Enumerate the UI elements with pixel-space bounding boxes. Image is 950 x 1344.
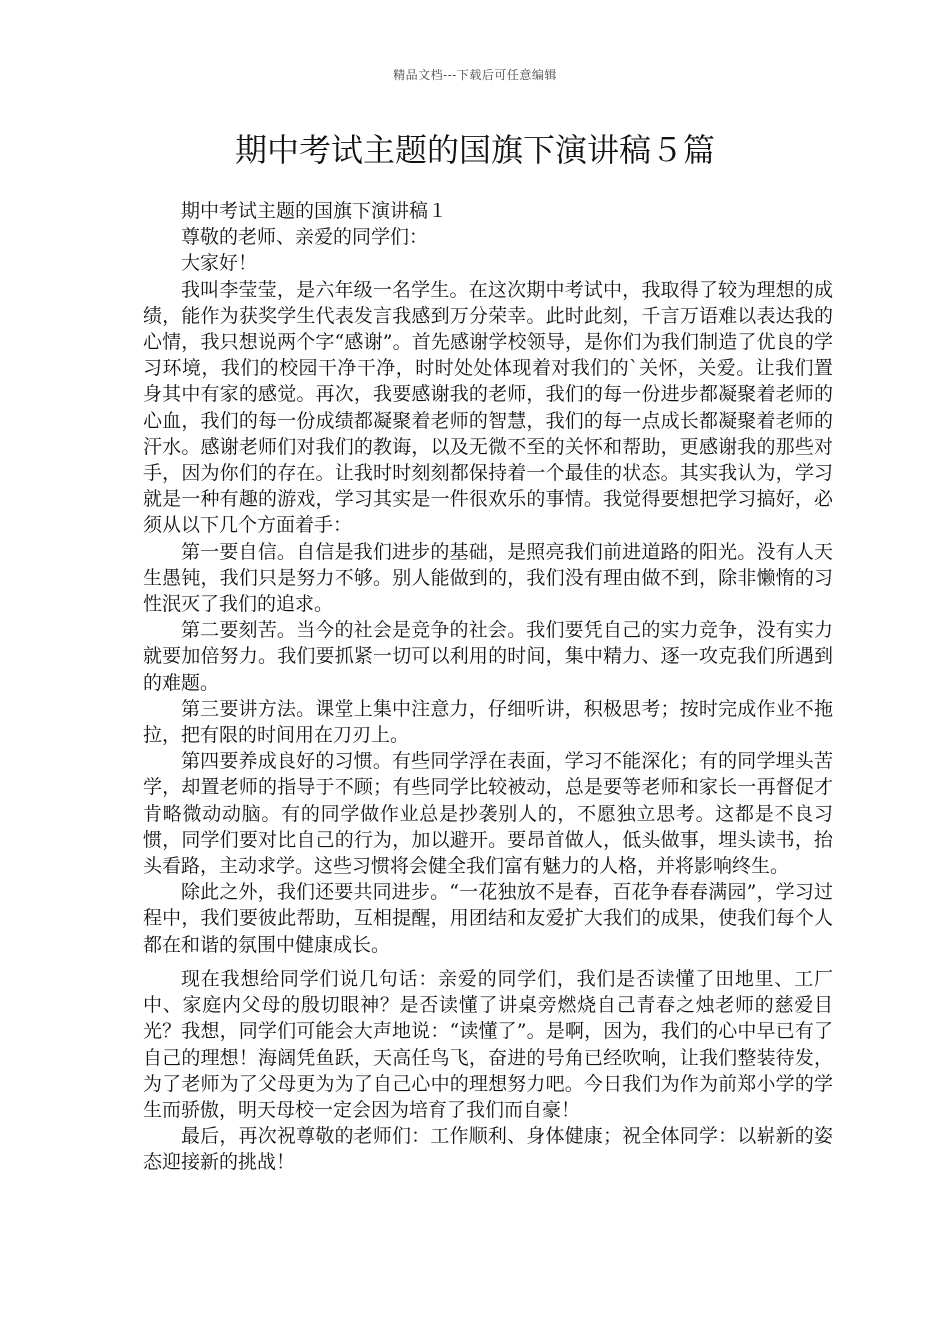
paragraph-confidence: 第一要自信。自信是我们进步的基础，是照亮我们前进道路的阳光。没有人天生愚钝，我们只是努力不够。别人能做到的，我们没有理由做不到，除非懒惰的习性泯灭了我们的追求。 (143, 540, 833, 616)
paragraph-habits: 第四要养成良好的习惯。有些同学浮在表面，学习不能深化；有的同学埋头苦学，却置老师的指导于不顾；有些同学比较被动，总是要等老师和家长一再督促才肯略微动动脑。有的同学做作业总是抄袭别人的，不愿独立思考。这都是不良习惯，同学们要对比自己的行为，加以避开。要昂首做人，低头做事，埋头读书，抬头看路，主动求学。这些习惯将会健全我们富有魅力的人格，并将影响终生。 (143, 750, 833, 878)
paragraph-words-to-classmates: 现在我想给同学们说几句话：亲爱的同学们，我们是否读懂了田地里、工厂中、家庭内父母的殷切眼神？是否读懂了讲桌旁燃烧自己青春之烛老师的慈爱目光？我想，同学们可能会大声地说：“读懂了”。是啊，因为，我们的心中早已有了自己的理想！海阔凭鱼跃，天高任鸟飞，奋进的号角已经吹响，让我们整装待发，为了老师为了父母更为为了自己心中的理想努力吧。今日我们为作为前郑小学的学生而骄傲，明天母校一定会因为培育了我们而自豪！ (143, 967, 833, 1121)
document-subtitle: 期中考试主题的国旗下演讲稿１ (181, 200, 448, 222)
salutation: 尊敬的老师、亲爱的同学们： (181, 226, 429, 249)
paragraph-method: 第三要讲方法。课堂上集中注意力，仔细听讲，积极思考；按时完成作业不拖拉，把有限的时间用在刀刃上。 (143, 697, 833, 747)
paragraph-closing: 最后，再次祝尊敬的老师们：工作顺利、身体健康；祝全体同学：以崭新的姿态迎接新的挑战！ (143, 1125, 833, 1174)
paragraph-progress-together: 除此之外，我们还要共同进步。“一花独放不是春，百花争春春满园”，学习过程中，我们要彼此帮助，互相提醒，用团结和友爱扩大我们的成果，使我们每个人都在和谐的氛围中健康成长。 (143, 881, 833, 956)
greeting: 大家好！ (181, 252, 258, 275)
page-header-note: 精品文档---下载后可任意编辑 (393, 68, 557, 82)
paragraph-diligence: 第二要刻苦。当今的社会是竞争的社会。我们要凭自己的实力竞争，没有实力就要加倍努力。我们要抓紧一切可以利用的时间，集中精力、逐一攻克我们所遇到的难题。 (143, 619, 833, 694)
paragraph-intro: 我叫李莹莹，是六年级一名学生。在这次期中考试中，我取得了较为理想的成绩，能作为获奖学生代表发言我感到万分荣幸。此时此刻，千言万语难以表达我的心情，我只想说两个字“感谢”。首先感谢学校领导，是你们为我们制造了优良的学习环境，我们的校园干净干净，时时处处体现着对我们的`关怀，关爱。让我们置身其中有家的感觉。再次，我要感谢我的老师，我们的每一份进步都凝聚着老师的心血，我们的每一份成绩都凝聚着老师的智慧，我们的每一点成长都凝聚着老师的汗水。感谢老师们对我们的教诲，以及无微不至的关怀和帮助，更感谢我的那些对手，因为你们的存在。让我时时刻刻都保持着一个最佳的状态。其实我认为，学习就是一种有趣的游戏，学习其实是一件很欢乐的事情。我觉得要想把学习搞好，必须从以下几个方面着手： (143, 278, 833, 537)
document-body (143, 198, 833, 1176)
document-title: 期中考试主题的国旗下演讲稿５篇 (234, 131, 715, 169)
